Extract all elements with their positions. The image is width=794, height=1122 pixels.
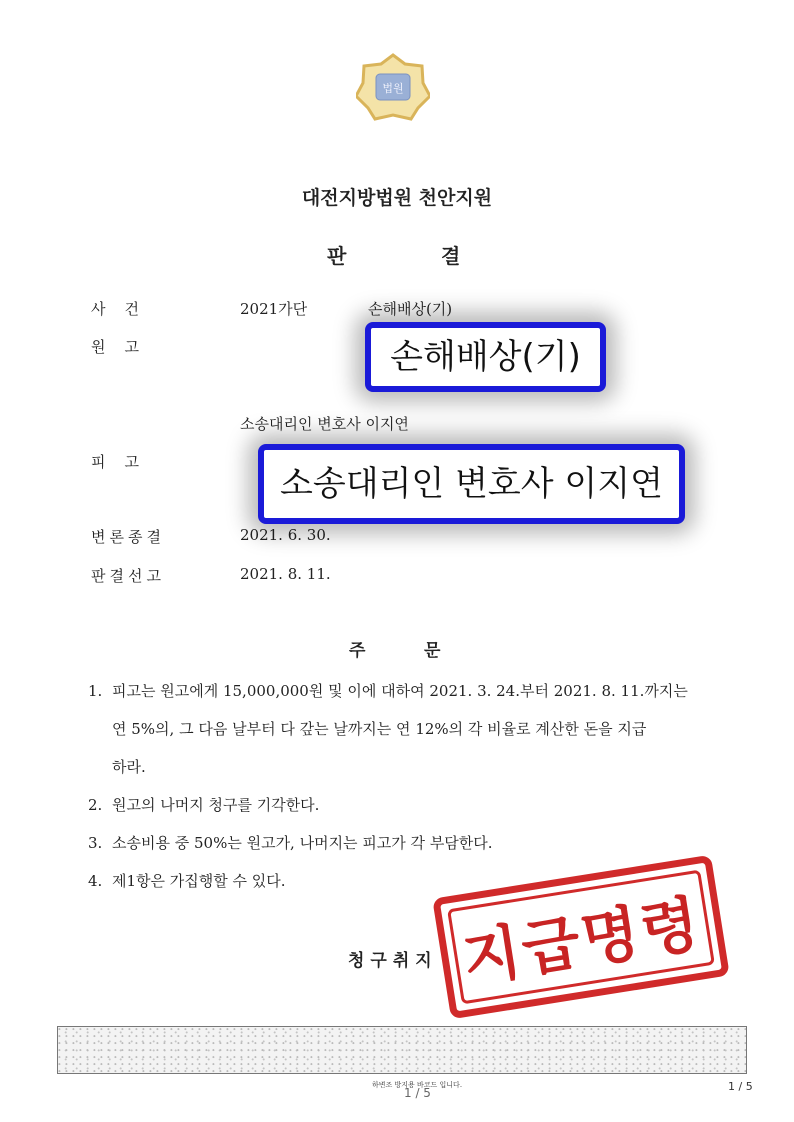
order-item-4 xyxy=(88,870,286,891)
order-number: 1. xyxy=(88,682,103,700)
section-claim: 청구취지 xyxy=(348,951,438,971)
plaintiff-attorney: 소송대리인 변호사 이지연 xyxy=(240,415,409,433)
order-item-3 xyxy=(88,832,493,853)
judgment-date: 2021. 8. 11. xyxy=(240,565,331,583)
barcode-note: 하변조 방지용 바코드 입니다. xyxy=(372,1081,463,1089)
doc-title-2: 결 xyxy=(441,244,461,268)
attorney-callout: 소송대리인 변호사 이지연 xyxy=(258,444,685,524)
judgment-label: 판결선고 xyxy=(91,567,165,585)
order-number: 3. xyxy=(88,834,103,852)
payment-order-stamp xyxy=(432,855,730,1020)
order-number: 4. xyxy=(88,872,103,890)
case-label: 사 건 xyxy=(91,300,140,318)
case-number: 2021가단 xyxy=(240,300,308,318)
order-text-line: 원고의 나머지 청구를 기각한다. xyxy=(112,796,320,814)
closing-date: 2021. 6. 30. xyxy=(240,526,331,544)
order-item-1-line-3: 하라. xyxy=(112,758,146,776)
case-name-callout: 손해배상(기) xyxy=(365,322,606,392)
case-name: 손해배상(기) xyxy=(368,300,453,318)
stamp-text: 지급명령 xyxy=(457,888,706,996)
page-number-center: 1 / 5 xyxy=(404,1086,431,1100)
order-number: 2. xyxy=(88,796,103,814)
defendant-label: 피 고 xyxy=(91,453,140,471)
order-item-1-line-2: 연 5%의, 그 다음 날부터 다 갚는 날까지는 연 12%의 각 비율로 계산한 돈을 지급 xyxy=(112,720,647,738)
order-item-2 xyxy=(88,794,319,815)
anti-forgery-barcode xyxy=(57,1026,747,1074)
plaintiff-label: 원 고 xyxy=(91,338,140,356)
section-main-2: 문 xyxy=(424,641,441,661)
emblem-text: 법원 xyxy=(382,82,404,95)
doc-title-1: 판 xyxy=(327,244,347,268)
order-text-line: 피고는 원고에게 15,000,000원 및 이에 대하여 2021. 3. 24.부터 2021. 8. 11.까지는 xyxy=(112,682,688,700)
court-name: 대전지방법원 천안지원 xyxy=(301,187,493,209)
section-main-1: 주 xyxy=(349,641,366,661)
closing-label: 변론종결 xyxy=(91,528,165,546)
order-text-line: 제1항은 가집행할 수 있다. xyxy=(112,872,286,890)
order-text-line: 소송비용 중 50%는 원고가, 나머지는 피고가 각 부담한다. xyxy=(112,834,493,852)
page-number-right: 1 / 5 xyxy=(728,1080,753,1093)
court-emblem xyxy=(356,52,430,122)
order-item-1 xyxy=(88,680,688,701)
